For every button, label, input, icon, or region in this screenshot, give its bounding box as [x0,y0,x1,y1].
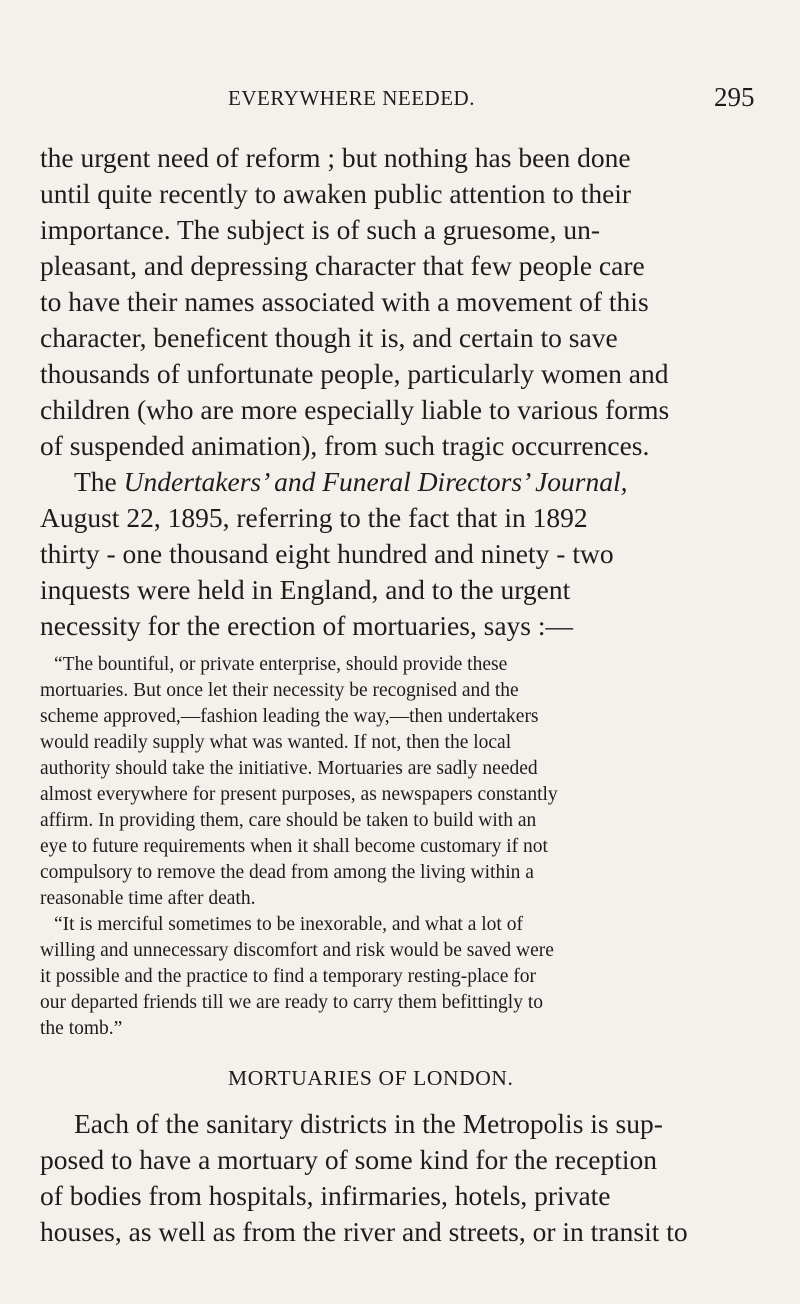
quote-line: the tomb.” [40,1018,123,1039]
text-line: Each of the sanitary districts in the Metropolis is sup- [74,1108,663,1139]
text-span: The [74,466,124,497]
text-line: until quite recently to awaken public attention to their [40,178,632,209]
quote-line: reasonable time after death. [40,888,256,909]
text-line: thirty - one thousand eight hundred and ninety - two [40,538,614,569]
text-line: August 22, 1895, referring to the fact that in 1892 [40,502,588,533]
quote-line: almost everywhere for present purposes, as newspapers constantly [40,784,558,805]
text-line: thousands of unfortunate people, particularly women and [40,358,669,389]
running-head: EVERYWHERE NEEDED. [228,86,475,110]
quote-line: “It is merciful sometimes to be inexorable, and what a lot of [54,914,523,935]
quote-line: willing and unnecessary discomfort and risk would be saved were [40,940,554,961]
quote-line: our departed friends till we are ready to carry them befittingly to [40,992,544,1013]
text-line: posed to have a mortuary of some kind for the reception [40,1144,658,1175]
text-line: houses, as well as from the river and streets, or in transit to [40,1216,688,1247]
quote-line: “The bountiful, or private enterprise, should provide these [54,654,508,675]
text-line: character, beneficent though it is, and certain to save [40,322,618,353]
text-line: of suspended animation), from such tragic occurrences. [40,430,650,461]
text-line [74,466,628,498]
text-line: the urgent need of reform ; but nothing has been done [40,142,631,173]
text-line: inquests were held in England, and to the urgent [40,574,571,605]
text-line: pleasant, and depressing character that few people care [40,250,645,281]
quote-line: scheme approved,—fashion leading the way,—then undertakers [40,706,539,727]
journal-title: Undertakers’ and Funeral Directors’ Journal, [123,466,628,497]
quote-line: compulsory to remove the dead from among the living within a [40,862,534,883]
text-line: necessity for the erection of mortuaries, says :— [40,610,574,641]
quote-line: authority should take the initiative. Mortuaries are sadly needed [40,758,538,779]
text-line: importance. The subject is of such a gruesome, un- [40,214,601,245]
text-line: to have their names associated with a movement of this [40,286,649,317]
quote-line: affirm. In providing them, care should be taken to build with an [40,810,537,831]
page-number: 295 [714,82,755,112]
quote-line: it possible and the practice to find a temporary resting-place for [40,966,536,987]
text-line: children (who are more especially liable to various forms [40,394,670,425]
text-line: of bodies from hospitals, infirmaries, hotels, private [40,1180,611,1211]
quote-line: eye to future requirements when it shall become customary if not [40,836,548,857]
quote-line: would readily supply what was wanted. If not, then the local [40,732,512,753]
section-heading: MORTUARIES OF LONDON. [228,1066,514,1090]
quote-line: mortuaries. But once let their necessity be recognised and the [40,680,519,701]
